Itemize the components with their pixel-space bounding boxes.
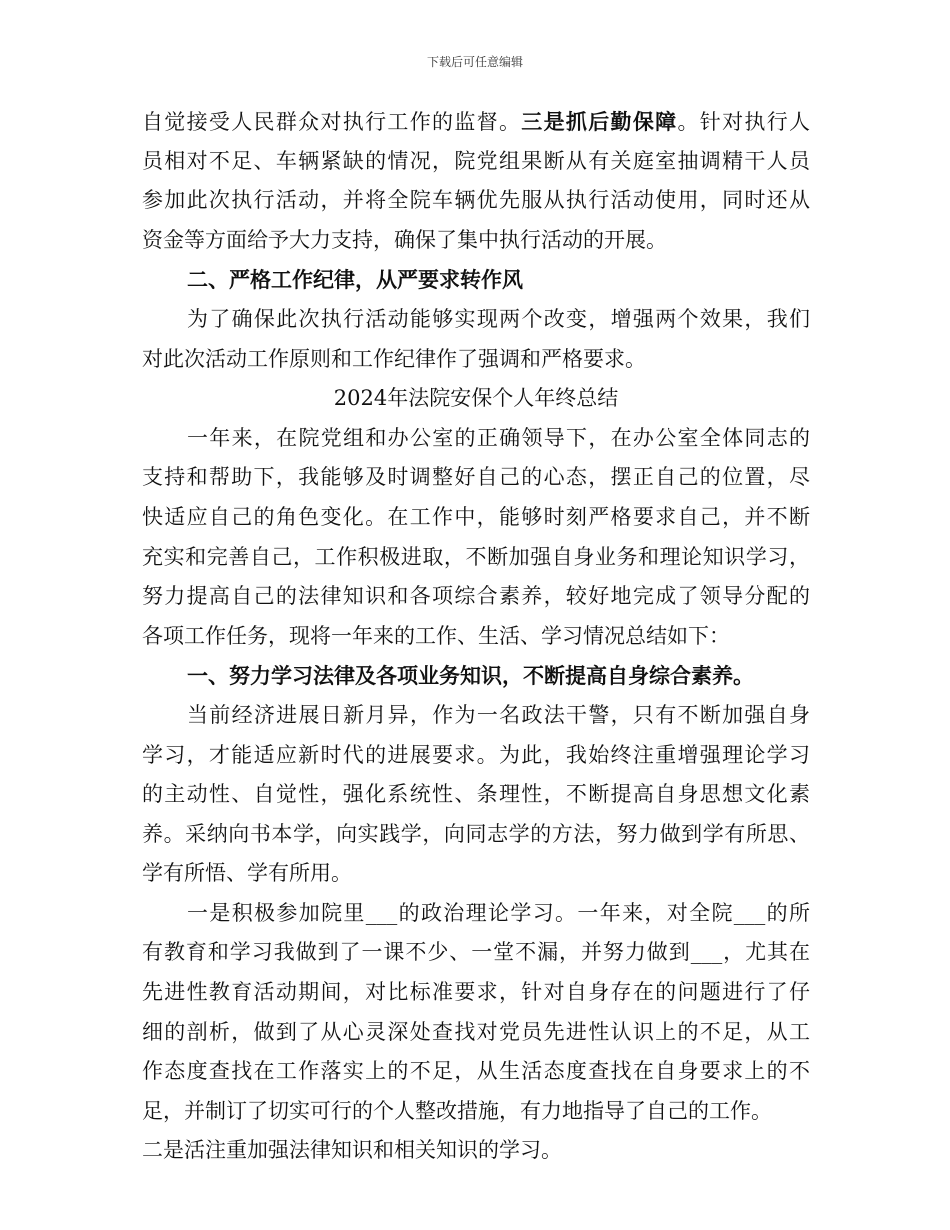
text-span: 自觉接受人民群众对执行工作的监督。 [142,110,522,134]
paragraph-line: 一是积极参加院里___的政治理论学习。一年来，对全院___的所 [187,900,810,925]
paragraph-line: 足，并制订了切实可行的个人整改措施，有力地指导了自己的工作。 [142,1098,772,1123]
paragraph-line [142,102,810,142]
paragraph-line: 快适应自己的角色变化。在工作中，能够时刻严格要求自己，并不断 [142,504,810,529]
paragraph-line: 学有所悟、学有所用。 [142,861,352,886]
section-heading-1: 一、努力学习法律及各项业务知识，不断提高自身综合素养。 [187,663,754,689]
paragraph-line: 努力提高自己的法律知识和各项综合素养，较好地完成了领导分配的 [142,584,810,609]
paragraph-line: 当前经济进展日新月异，作为一名政法干警，只有不断加强自身 [187,702,810,727]
paragraph-line: 有教育和学习我做到了一课不少、一堂不漏，并努力做到___，尤其在 [142,940,810,965]
paragraph-line: 作态度查找在工作落实上的不足，从生活态度查找在自身要求上的不 [142,1059,810,1084]
paragraph-line: 参加此次执行活动，并将全院车辆优先服从执行活动使用，同时还从 [142,188,810,213]
paragraph-line: 养。采纳向书本学，向实践学，向同志学的方法，努力做到学有所思、 [142,821,810,846]
paragraph-line: 各项工作任务，现将一年来的工作、生活、学习情况总结如下： [142,623,730,648]
document-body [142,102,810,1171]
paragraph-line: 学习，才能适应新时代的进展要求。为此，我始终注重增强理论学习 [142,742,810,767]
paragraph-line: 支持和帮助下，我能够及时调整好自己的心态，摆正自己的位置，尽 [142,465,810,490]
paragraph-line: 二是活注重加强法律知识和相关知识的学习。 [142,1138,562,1163]
paragraph-line: 的主动性、自觉性，强化系统性、条理性，不断提高自身思想文化素 [142,782,810,807]
paragraph-line: 员相对不足、车辆紧缺的情况，院党组果断从有关庭室抽调精干人员 [142,148,810,173]
paragraph-line: 资金等方面给予大力支持，确保了集中执行活动的开展。 [142,227,667,252]
text-span: 。针对执行人 [677,110,810,134]
paragraph-line: 充实和完善自己，工作积极进取，不断加强自身业务和理论知识学习， [142,544,810,569]
paragraph-line: 先进性教育活动期间，对比标准要求，针对自身存在的问题进行了仔 [142,980,810,1005]
section-heading-2: 二、严格工作纪律，从严要求转作风 [187,267,523,293]
page-header-note: 下载后可任意编辑 [426,55,523,69]
paragraph-line: 一年来，在院党组和办公室的正确领导下，在办公室全体同志的 [187,425,810,450]
paragraph-line: 为了确保此次执行活动能够实现两个改变，增强两个效果，我们 [187,306,810,331]
document-title: 2024年法院安保个人年终总结 [333,386,619,411]
paragraph-line: 对此次活动工作原则和工作纪律作了强调和严格要求。 [142,346,646,371]
bold-phrase: 三是抓后勤保障 [521,109,678,134]
paragraph-line: 细的剖析，做到了从心灵深处查找对党员先进性认识上的不足，从工 [142,1019,810,1044]
